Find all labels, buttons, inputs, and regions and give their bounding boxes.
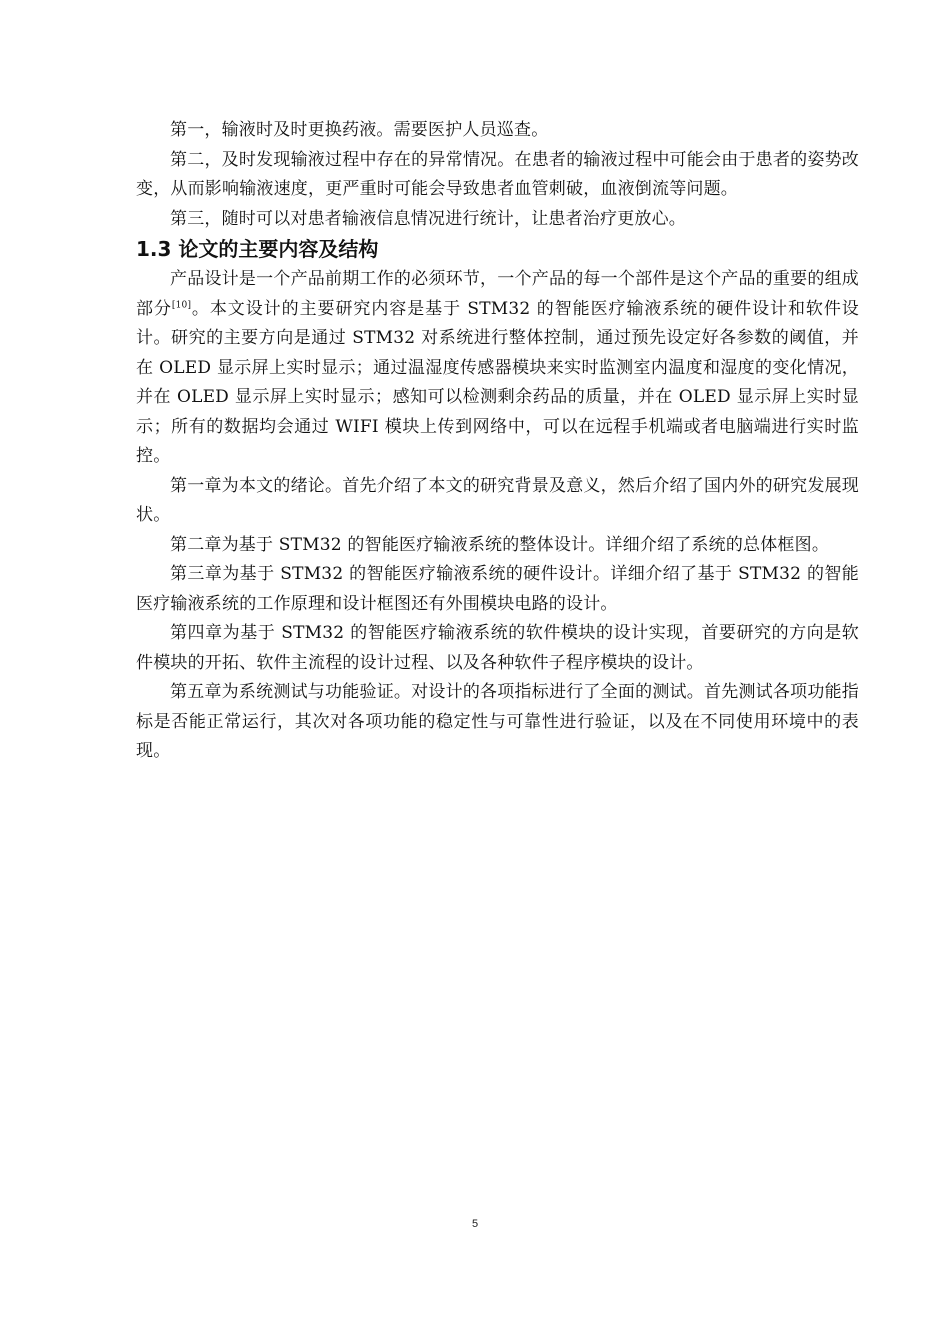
page-number: 5 xyxy=(471,1218,479,1230)
paragraph-chapter-two: 第二章为基于 STM32 的智能医疗输液系统的整体设计。详细介绍了系统的总体框图。 xyxy=(170,534,830,555)
intro-text-after-citation: 。本文设计的主要研究内容是基于 STM32 的智能医疗输液系统的硬件设计和软件设计。研究的主要方向是通过 STM32 对系统进行整体控制，通过预先设定好各参数的阈值，并在 OLED 显示屏上实时显示；通过温湿度传感器模块来实时监测室内温度和湿度的变化情况，并在 OLED 显示屏上实时显示；感知可以检测剩余药品的质量，并在 OLED 显示屏上实时显示；所有的数据均会通过 WIFI 模块上传到网络中，可以在远程手机端或者电脑端进行实时监控。 xyxy=(136,298,859,466)
paragraph-first-point: 第一，输液时及时更换药液。需要医护人员巡查。 xyxy=(170,120,549,140)
section-heading: 1.3 论文的主要内容及结构 xyxy=(136,237,379,261)
paragraph-chapter-five: 第五章为系统测试与功能验证。对设计的各项指标进行了全面的测试。首先测试各项功能指标是否能正常运行，其次对各项功能的稳定性与可靠性进行验证，以及在不同使用环境中的表现。 xyxy=(136,682,859,761)
paragraph-second-point: 第二，及时发现输液过程中存在的异常情况。在患者的输液过程中可能会由于患者的姿势改变，从而影响输液速度，更严重时可能会导致患者血管刺破，血液倒流等问题。 xyxy=(136,149,859,199)
citation-reference: [10] xyxy=(171,299,192,310)
paragraph-section-intro xyxy=(136,265,859,472)
paragraph-chapter-one: 第一章为本文的绪论。首先介绍了本文的研究背景及意义，然后介绍了国内外的研究发展现状。 xyxy=(136,475,859,525)
intro-text-before-citation: 产品设计是一个产品前期工作的必须环节，一个产品的每一个部件是这个产品的重要的组成部分 xyxy=(136,269,859,319)
page-body xyxy=(136,116,859,767)
paragraph-third-point: 第三，随时可以对患者输液信息情况进行统计，让患者治疗更放心。 xyxy=(170,208,686,229)
paragraph-chapter-four: 第四章为基于 STM32 的智能医疗输液系统的软件模块的设计实现，首要研究的方向是软件模块的开拓、软件主流程的设计过程、以及各种软件子程序模块的设计。 xyxy=(136,623,859,673)
paragraph-chapter-three: 第三章为基于 STM32 的智能医疗输液系统的硬件设计。详细介绍了基于 STM32 的智能医疗输液系统的工作原理和设计框图还有外围模块电路的设计。 xyxy=(136,564,859,614)
